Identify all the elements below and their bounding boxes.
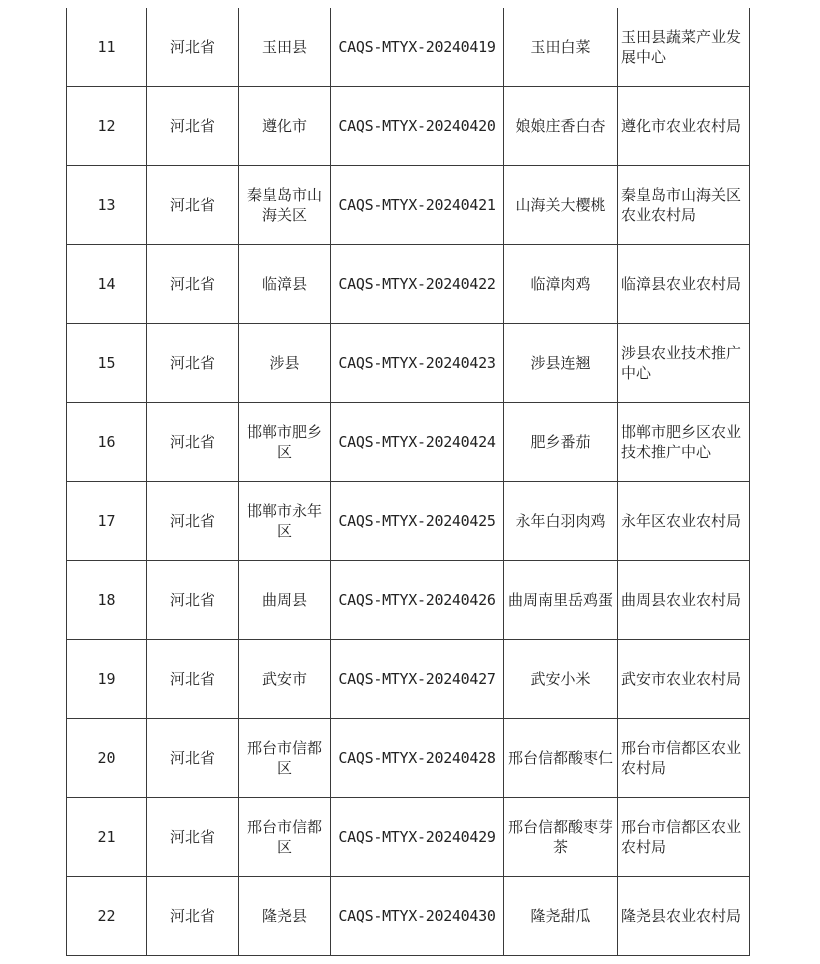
agency-cell: 曲周县农业农村局 [618, 561, 750, 640]
region-cell: 曲周县 [239, 561, 331, 640]
registration-code-cell: CAQS-MTYX-20240419 [331, 8, 504, 87]
row-number: 17 [67, 482, 147, 561]
province-cell: 河北省 [147, 561, 239, 640]
table-row [67, 482, 750, 561]
province-cell: 河北省 [147, 166, 239, 245]
region-cell: 秦皇岛市山海关区 [239, 166, 331, 245]
registration-code-cell: CAQS-MTYX-20240427 [331, 640, 504, 719]
region-cell: 隆尧县 [239, 877, 331, 956]
product-registry-table [66, 8, 750, 956]
agency-cell: 临漳县农业农村局 [618, 245, 750, 324]
row-number: 15 [67, 324, 147, 403]
product-name-cell: 临漳肉鸡 [504, 245, 618, 324]
registration-code-cell: CAQS-MTYX-20240423 [331, 324, 504, 403]
table-row [67, 324, 750, 403]
province-cell: 河北省 [147, 403, 239, 482]
table-row [67, 87, 750, 166]
province-cell: 河北省 [147, 87, 239, 166]
province-cell: 河北省 [147, 482, 239, 561]
table-row [67, 561, 750, 640]
province-cell: 河北省 [147, 245, 239, 324]
registration-code-cell: CAQS-MTYX-20240428 [331, 719, 504, 798]
registration-code-cell: CAQS-MTYX-20240425 [331, 482, 504, 561]
region-cell: 邢台市信都区 [239, 719, 331, 798]
agency-cell: 玉田县蔬菜产业发展中心 [618, 8, 750, 87]
table-row [67, 245, 750, 324]
province-cell: 河北省 [147, 877, 239, 956]
table-row [67, 8, 750, 87]
registration-code-cell: CAQS-MTYX-20240426 [331, 561, 504, 640]
agency-cell: 邢台市信都区农业农村局 [618, 719, 750, 798]
registration-code-cell: CAQS-MTYX-20240424 [331, 403, 504, 482]
agency-cell: 永年区农业农村局 [618, 482, 750, 561]
table-row [67, 877, 750, 956]
province-cell: 河北省 [147, 8, 239, 87]
region-cell: 武安市 [239, 640, 331, 719]
table-row [67, 719, 750, 798]
region-cell: 邢台市信都区 [239, 798, 331, 877]
row-number: 14 [67, 245, 147, 324]
row-number: 21 [67, 798, 147, 877]
row-number: 19 [67, 640, 147, 719]
agency-cell: 武安市农业农村局 [618, 640, 750, 719]
product-name-cell: 永年白羽肉鸡 [504, 482, 618, 561]
registration-code-cell: CAQS-MTYX-20240421 [331, 166, 504, 245]
row-number: 16 [67, 403, 147, 482]
region-cell: 遵化市 [239, 87, 331, 166]
document-page [66, 8, 750, 956]
row-number: 11 [67, 8, 147, 87]
registration-code-cell: CAQS-MTYX-20240429 [331, 798, 504, 877]
product-name-cell: 山海关大樱桃 [504, 166, 618, 245]
province-cell: 河北省 [147, 719, 239, 798]
agency-cell: 邢台市信都区农业农村局 [618, 798, 750, 877]
agency-cell: 秦皇岛市山海关区农业农村局 [618, 166, 750, 245]
table-row [67, 166, 750, 245]
product-name-cell: 涉县连翘 [504, 324, 618, 403]
product-name-cell: 邢台信都酸枣芽茶 [504, 798, 618, 877]
product-name-cell: 曲周南里岳鸡蛋 [504, 561, 618, 640]
table-row [67, 640, 750, 719]
province-cell: 河北省 [147, 798, 239, 877]
row-number: 13 [67, 166, 147, 245]
registration-code-cell: CAQS-MTYX-20240422 [331, 245, 504, 324]
region-cell: 邯郸市肥乡区 [239, 403, 331, 482]
registration-code-cell: CAQS-MTYX-20240420 [331, 87, 504, 166]
row-number: 12 [67, 87, 147, 166]
registration-code-cell: CAQS-MTYX-20240430 [331, 877, 504, 956]
agency-cell: 涉县农业技术推广中心 [618, 324, 750, 403]
province-cell: 河北省 [147, 324, 239, 403]
region-cell: 邯郸市永年区 [239, 482, 331, 561]
table-body [67, 8, 750, 956]
region-cell: 临漳县 [239, 245, 331, 324]
product-name-cell: 肥乡番茄 [504, 403, 618, 482]
product-name-cell: 隆尧甜瓜 [504, 877, 618, 956]
product-name-cell: 玉田白菜 [504, 8, 618, 87]
product-name-cell: 武安小米 [504, 640, 618, 719]
province-cell: 河北省 [147, 640, 239, 719]
row-number: 18 [67, 561, 147, 640]
table-row [67, 403, 750, 482]
agency-cell: 隆尧县农业农村局 [618, 877, 750, 956]
region-cell: 玉田县 [239, 8, 331, 87]
region-cell: 涉县 [239, 324, 331, 403]
agency-cell: 遵化市农业农村局 [618, 87, 750, 166]
agency-cell: 邯郸市肥乡区农业技术推广中心 [618, 403, 750, 482]
table-row [67, 798, 750, 877]
product-name-cell: 娘娘庄香白杏 [504, 87, 618, 166]
row-number: 22 [67, 877, 147, 956]
product-name-cell: 邢台信都酸枣仁 [504, 719, 618, 798]
row-number: 20 [67, 719, 147, 798]
